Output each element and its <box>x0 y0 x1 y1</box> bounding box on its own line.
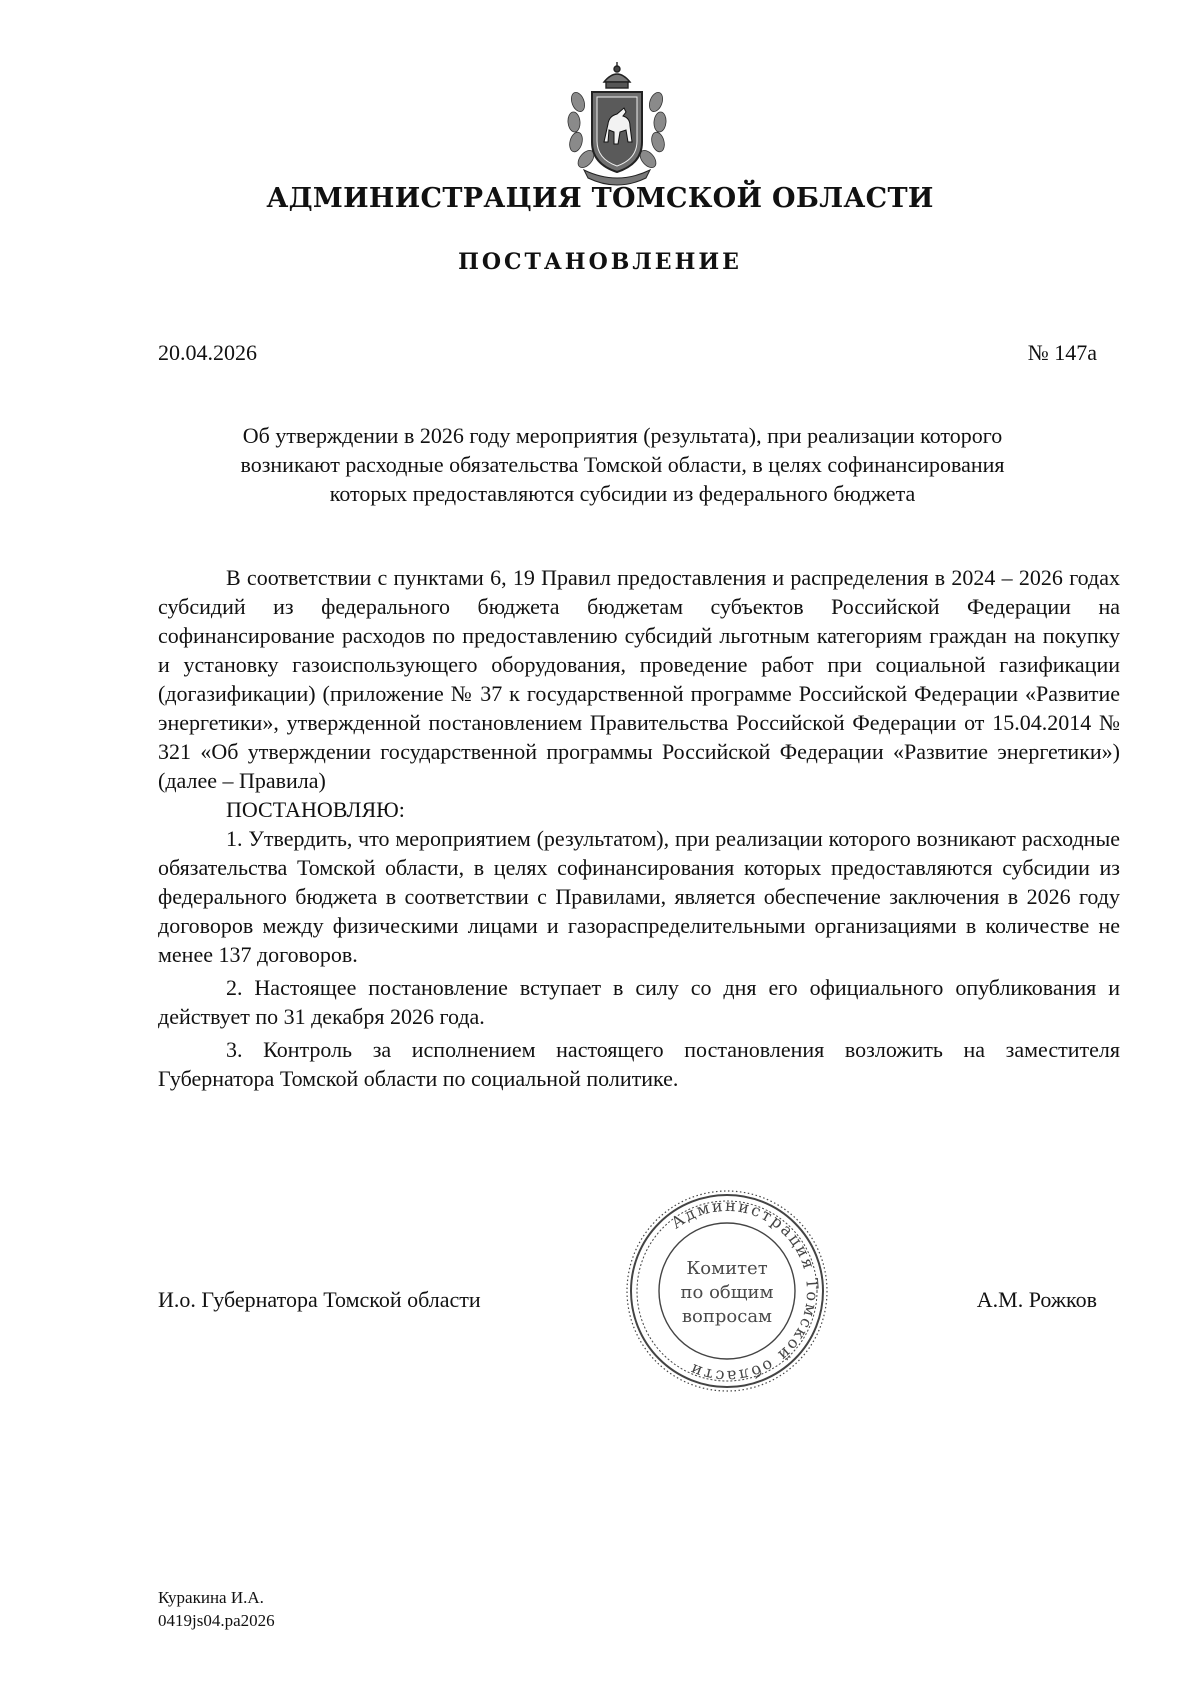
document-footer <box>158 1586 275 1632</box>
file-code: 0419js04.pa2026 <box>158 1611 275 1630</box>
decree-item-1: 1. Утвердить, что мероприятием (результатом), при реализации которого возникают расходные обязательства Томской области, в целях софинансирования которых предоставляются субсидии из федерального бюджета в соответствии с Правилами, является обеспечение заключения в 2026 году договоров между физическими лицами и газораспределительными организациями в количестве не менее 137 договоров. <box>158 826 1120 967</box>
tomsk-oblast-coat-of-arms-icon <box>562 62 672 188</box>
document-number: № 147а <box>1027 340 1097 365</box>
stamp-ring-text: Администрация Томской области <box>667 1195 823 1387</box>
official-stamp <box>622 1186 832 1396</box>
decree-word: ПОСТАНОВЛЯЮ: <box>226 797 405 822</box>
document-date: 20.04.2026 <box>158 340 257 365</box>
stamp-center-line: Комитет <box>686 1258 768 1279</box>
document-type: ПОСТАНОВЛЕНИЕ <box>458 249 742 275</box>
organization-title: АДМИНИСТРАЦИЯ ТОМСКОЙ ОБЛАСТИ <box>266 183 934 214</box>
preamble-paragraph: В соответствии с пунктами 6, 19 Правил предоставления и распределения в 2024 – 2026 годах субсидий из федерального бюджета бюджетам субъектов Российской Федерации на софинансирование расходов по предоставлению субсидий льготным категориям граждан на покупку и установку газоиспользующего оборудования, проведение работ при социальной газификации (догазификации) (приложение № 37 к государственной программе Российской Федерации «Развитие энергетики», утвержденной постановлением Правительства Российской Федерации от 15.04.2014 № 321 «Об утверждении государственной программы Российской Федерации «Развитие энергетики») (далее – Правила) <box>158 565 1120 793</box>
subject-line: которых предоставляются субсидии из федерального бюджета <box>329 481 916 506</box>
document-subject <box>150 421 1095 508</box>
stamp-center-line: вопросам <box>681 1306 773 1327</box>
stamp-center-line: по общим <box>680 1282 774 1303</box>
subject-line: возникают расходные обязательства Томской области, в целях софинансирования <box>240 452 1005 477</box>
signer-name: А.М. Рожков <box>976 1287 1097 1312</box>
subject-line: Об утверждении в 2026 году мероприятия (результата), при реализации которого <box>242 423 1003 448</box>
decree-item-3: 3. Контроль за исполнением настоящего постановления возложить на заместителя Губернатора Томской области по социальной политике. <box>158 1037 1120 1091</box>
document-body <box>158 563 1120 1093</box>
decree-item-2: 2. Настоящее постановление вступает в силу со дня его официального опубликования и действует по 31 декабря 2026 года. <box>158 975 1120 1029</box>
executor-name: Куракина И.А. <box>158 1588 264 1607</box>
signer-title: И.о. Губернатора Томской области <box>158 1287 481 1312</box>
